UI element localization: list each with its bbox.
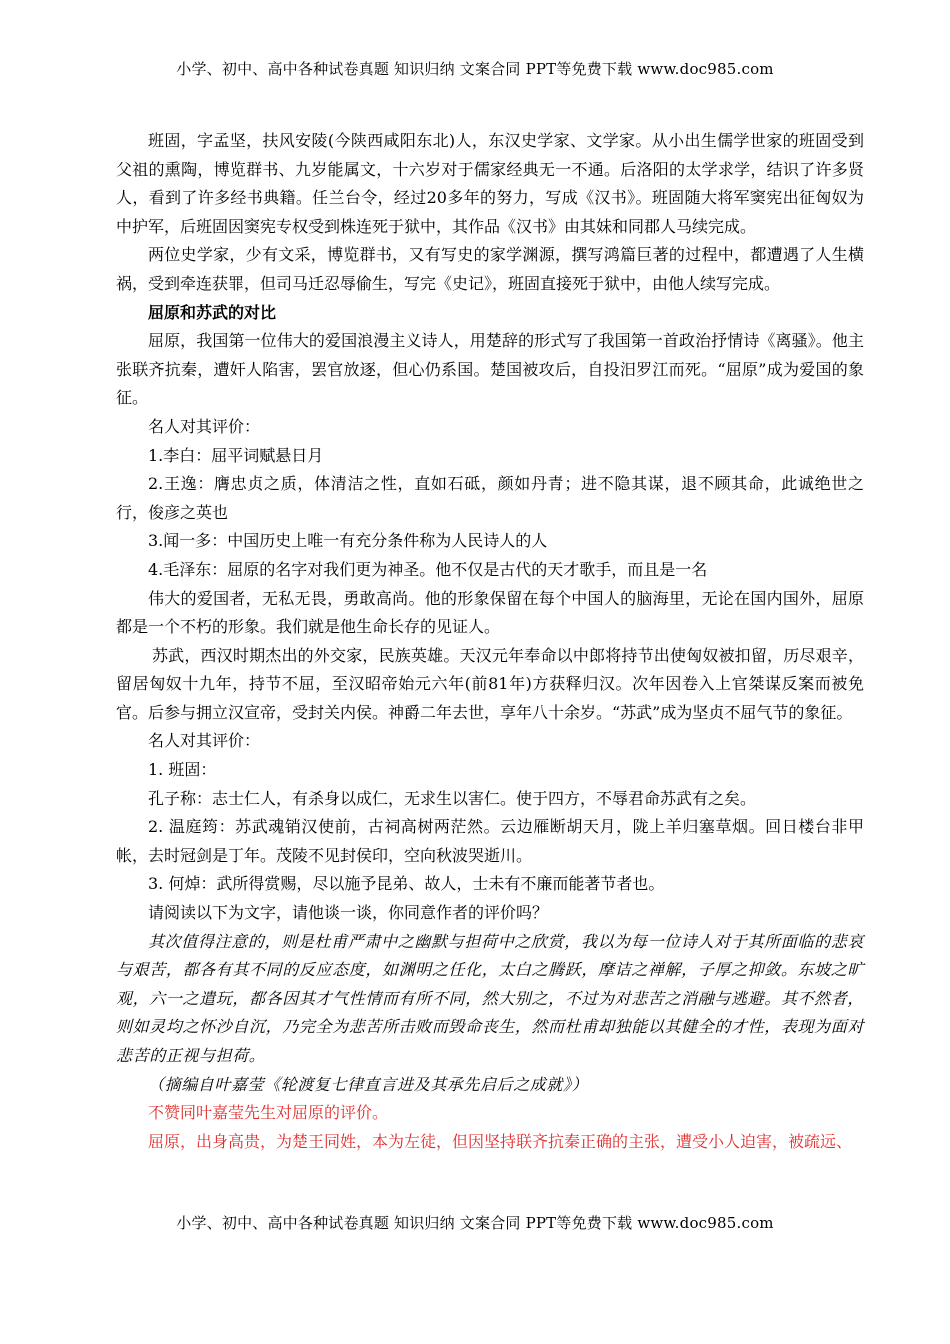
evaluation-hezhuo: 3. 何焯：武所得赏赐，尽以施予昆弟、故人，士未有不廉而能著节者也。 bbox=[148, 874, 665, 894]
evaluation-confucius: 孔子称：志士仁人，有杀身以成仁，无求生以害仁。使于四方，不辱君命苏武有之矣。 bbox=[148, 788, 757, 808]
evaluation-maozedong-cont: 伟大的爱国者，无私无畏，勇敢高尚。他的形象保留在每个中国人的脑海里，无论在国内国外，屈原都是一个不朽的形象。我们就是他生命长存的见证人。 bbox=[116, 588, 864, 637]
quote-source: （摘编自叶嘉莹《轮渡复七律直言进及其承先启后之成就》） bbox=[148, 1074, 589, 1094]
page-header: 小学、初中、高中各种试卷真题 知识归纳 文案合同 PPT等免费下载 www.doc985.com bbox=[176, 60, 774, 78]
evaluation-label-quyuan: 名人对其评价： bbox=[148, 416, 261, 436]
paragraph-quyuan: 屈原，我国第一位伟大的爱国浪漫主义诗人，用楚辞的形式写了我国第一首政治抒情诗《离骚》。他主张联齐抗秦，遭奸人陷害，罢官放逐，但心仍系国。楚国被攻后，自投汨罗江而死。“屈原”成为爱国的象征。 bbox=[116, 331, 864, 408]
paragraph-bangu: 班固，字孟坚，扶风安陵(今陕西咸阳东北)人，东汉史学家、文学家。从小出生儒学世家的班固受到父祖的熏陶，博览群书、九岁能属文，十六岁对于儒家经典无一不通。后洛阳的太学求学，结识了许多贤人，看到了许多经书典籍。任兰台令，经过20多年的努力，写成《汉书》。班固随大将军窦宪出征匈奴为中护军，后班固因窦宪专权受到株连死于狱中，其作品《汉书》由其妹和同郡人马续完成。 bbox=[116, 131, 864, 236]
paragraph-suwu: 苏武，西汉时期杰出的外交家，民族英雄。天汉元年奉命以中郎将持节出使匈奴被扣留，历尽艰辛，留居匈奴十九年，持节不屈，至汉昭帝始元六年(前81年)方获释归汉。次年因卷入上官桀谋反案而被免官。后参与拥立汉宣帝，受封关内侯。神爵二年去世，享年八十余岁。“苏武”成为坚贞不屈气节的象征。 bbox=[116, 645, 864, 722]
evaluation-wenyiduo: 3.闻一多：中国历史上唯一有充分条件称为人民诗人的人 bbox=[148, 531, 548, 551]
evaluation-wangyi: 2.王逸：膺忠贞之质，体清洁之性，直如石砥，颜如丹青；进不隐其谋，退不顾其命，此诚绝世之行，俊彦之英也 bbox=[116, 474, 864, 522]
paragraph-two-historians: 两位史学家，少有文采，博览群书，又有写史的家学渊源，撰写鸿篇巨著的过程中，都遭遇了人生横祸，受到牵连获罪，但司马迁忍辱偷生，写完《史记》，班固直接死于狱中，由他人续写完成。 bbox=[116, 245, 864, 293]
document-body bbox=[116, 127, 864, 1156]
evaluation-wentingyun: 2. 温庭筠：苏武魂销汉使前，古祠高树两茫然。云边雁断胡天月，陇上羊归塞草烟。回日楼台非甲帐，去时冠剑是丁年。茂陵不见封侯印，空向秋波哭逝川。 bbox=[116, 817, 864, 865]
evaluation-label-suwu: 名人对其评价： bbox=[148, 731, 261, 751]
section-heading: 屈原和苏武的对比 bbox=[148, 302, 277, 322]
evaluation-bangu: 1. 班固： bbox=[148, 760, 217, 780]
quoted-passage: 其次值得注意的，则是杜甫严肃中之幽默与担荷中之欣赏，我以为每一位诗人对于其所面临的悲哀与艰苦，都各有其不同的反应态度，如渊明之任化，太白之腾跃，摩诘之禅解，子厚之抑敛。东坡之旷观，六一之遣玩，都各因其才气性情而有所不同，然大别之，不过为对悲苦之消融与逃避。其不然者，则如灵均之怀沙自沉，乃完全为悲苦所击败而毁命丧生，然而杜甫却独能以其健全的才性，表现为面对悲苦的正视与担荷。 bbox=[116, 931, 864, 1065]
evaluation-maozedong: 4.毛泽东：屈原的名字对我们更为神圣。他不仅是古代的天才歌手，而且是一名 bbox=[148, 559, 708, 579]
reading-prompt: 请阅读以下为文字，请他谈一谈，你同意作者的评价吗？ bbox=[148, 903, 549, 923]
answer-opinion: 不赞同叶嘉莹先生对屈原的评价。 bbox=[148, 1103, 389, 1123]
evaluation-libai: 1.李白：屈平词赋悬日月 bbox=[148, 445, 324, 465]
page-footer: 小学、初中、高中各种试卷真题 知识归纳 文案合同 PPT等免费下载 www.doc985.com bbox=[176, 1214, 774, 1232]
answer-reasoning: 屈原，出身高贵，为楚王同姓，本为左徒，但因坚持联齐抗秦正确的主张，遭受小人迫害，被疏远、 bbox=[148, 1131, 853, 1151]
